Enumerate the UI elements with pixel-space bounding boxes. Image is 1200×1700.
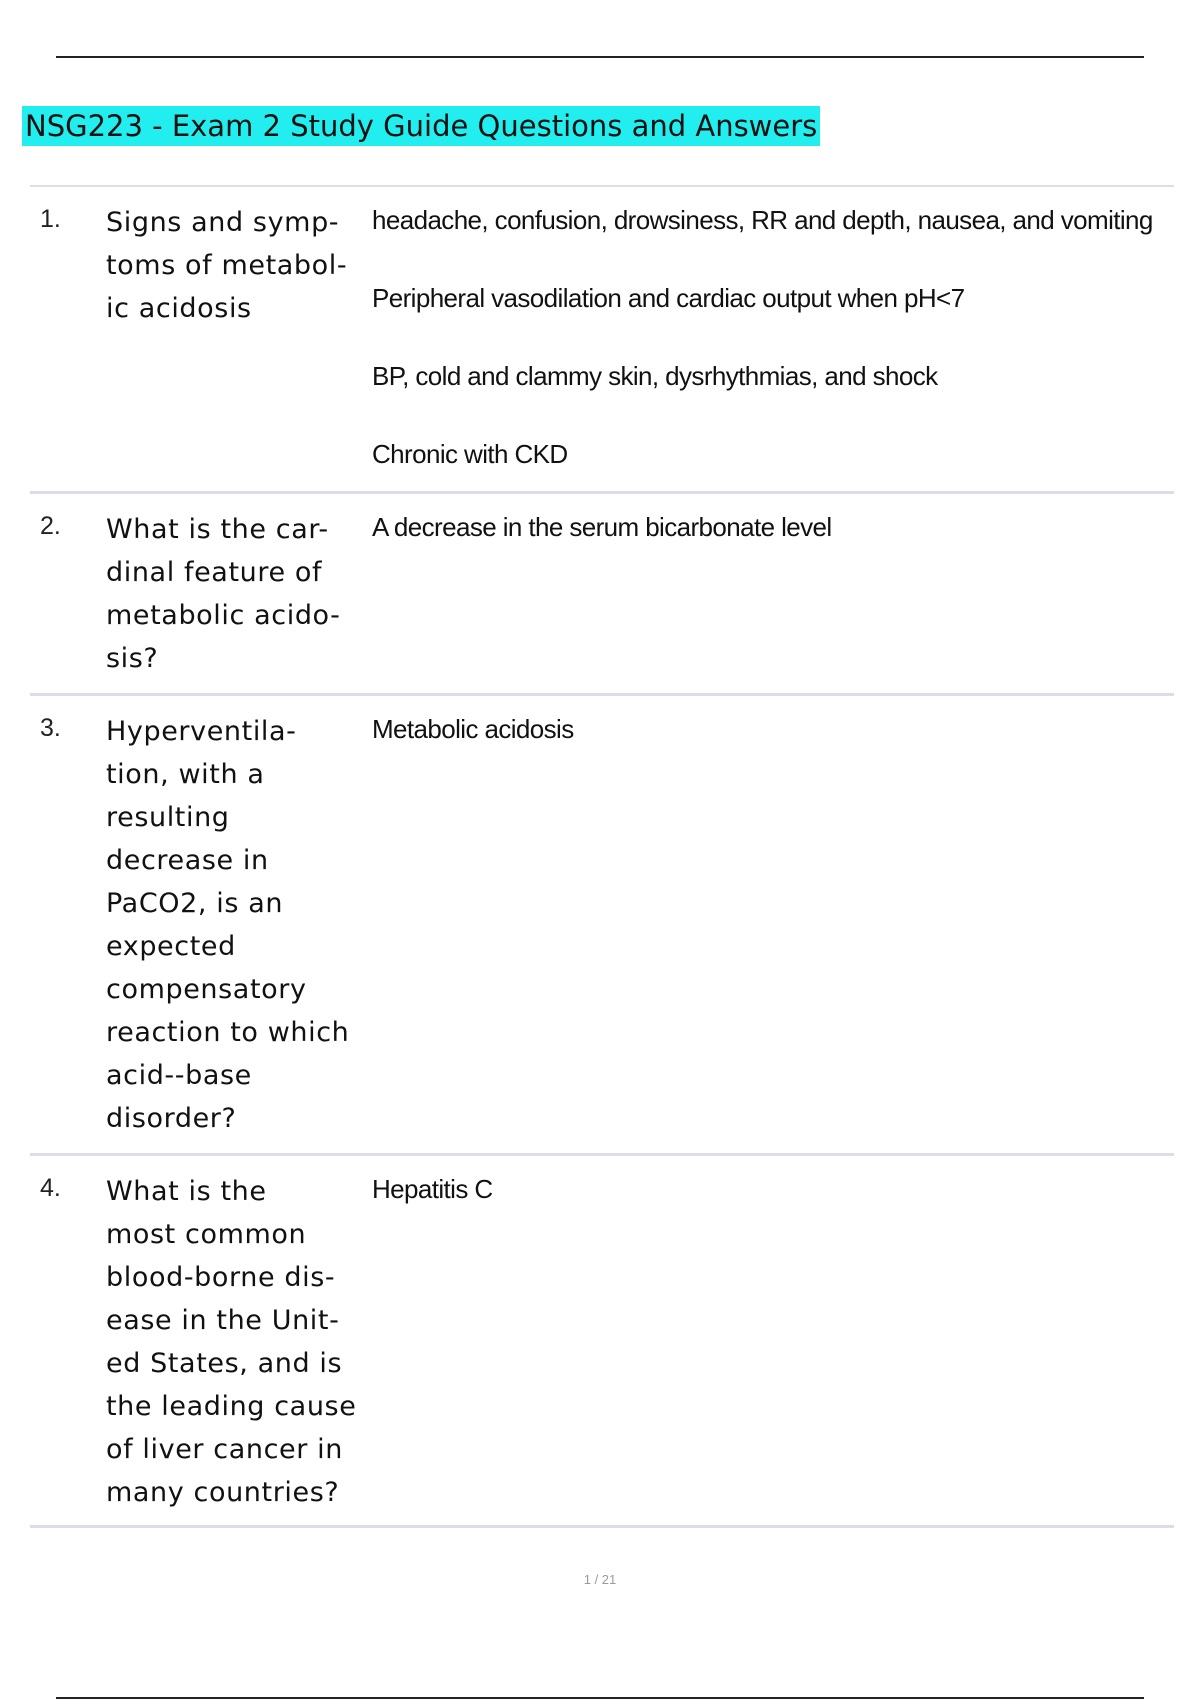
answer-line: headache, confusion, drowsiness, RR and depth, nausea, and vomiting bbox=[372, 205, 1153, 235]
answer-line: Chronic with CKD bbox=[372, 439, 568, 469]
question-text bbox=[106, 187, 372, 491]
qa-row-4 bbox=[30, 1156, 1174, 1528]
qa-table bbox=[30, 185, 1174, 1528]
question-line: Signs and symp- toms of metabol- ic acidosis bbox=[106, 207, 348, 324]
answer-line: BP, cold and clammy skin, dysrhythmias, and shock bbox=[372, 361, 938, 391]
page-indicator: 1 / 21 bbox=[583, 1572, 617, 1587]
answer-text bbox=[372, 187, 1174, 491]
qa-row-1 bbox=[30, 187, 1174, 494]
qa-row-2 bbox=[30, 494, 1174, 696]
question-line: What is the most common blood-borne dis- ease in the Unit- ed States, and is the leading cause of liver cancer in many countries? bbox=[106, 1176, 357, 1508]
question-text bbox=[106, 494, 372, 693]
question-number: 4. bbox=[40, 1174, 61, 1202]
answer-text bbox=[372, 696, 1174, 1153]
answer-text bbox=[372, 1156, 1174, 1525]
answer-line: Hepatitis C bbox=[372, 1174, 493, 1204]
question-number: 3. bbox=[40, 714, 61, 742]
answer-line: Metabolic acidosis bbox=[372, 714, 574, 744]
question-number: 1. bbox=[40, 205, 61, 233]
qa-row-3 bbox=[30, 696, 1174, 1156]
question-line: What is the car- dinal feature of metabolic acido- sis? bbox=[106, 514, 341, 674]
answer-line: Peripheral vasodilation and cardiac output when pH<7 bbox=[372, 283, 965, 313]
question-number: 2. bbox=[40, 512, 61, 540]
question-line: Hyperventila- tion, with a resulting decrease in PaCO2, is an expected compensatory reaction to which acid--base disorder? bbox=[106, 716, 350, 1134]
question-text bbox=[106, 696, 372, 1153]
bottom-rule bbox=[56, 1697, 1144, 1699]
document-title: NSG223 - Exam 2 Study Guide Questions and Answers bbox=[22, 106, 820, 146]
top-rule bbox=[56, 56, 1144, 58]
answer-line: A decrease in the serum bicarbonate level bbox=[372, 512, 832, 542]
question-text bbox=[106, 1156, 372, 1525]
answer-text bbox=[372, 494, 1174, 693]
